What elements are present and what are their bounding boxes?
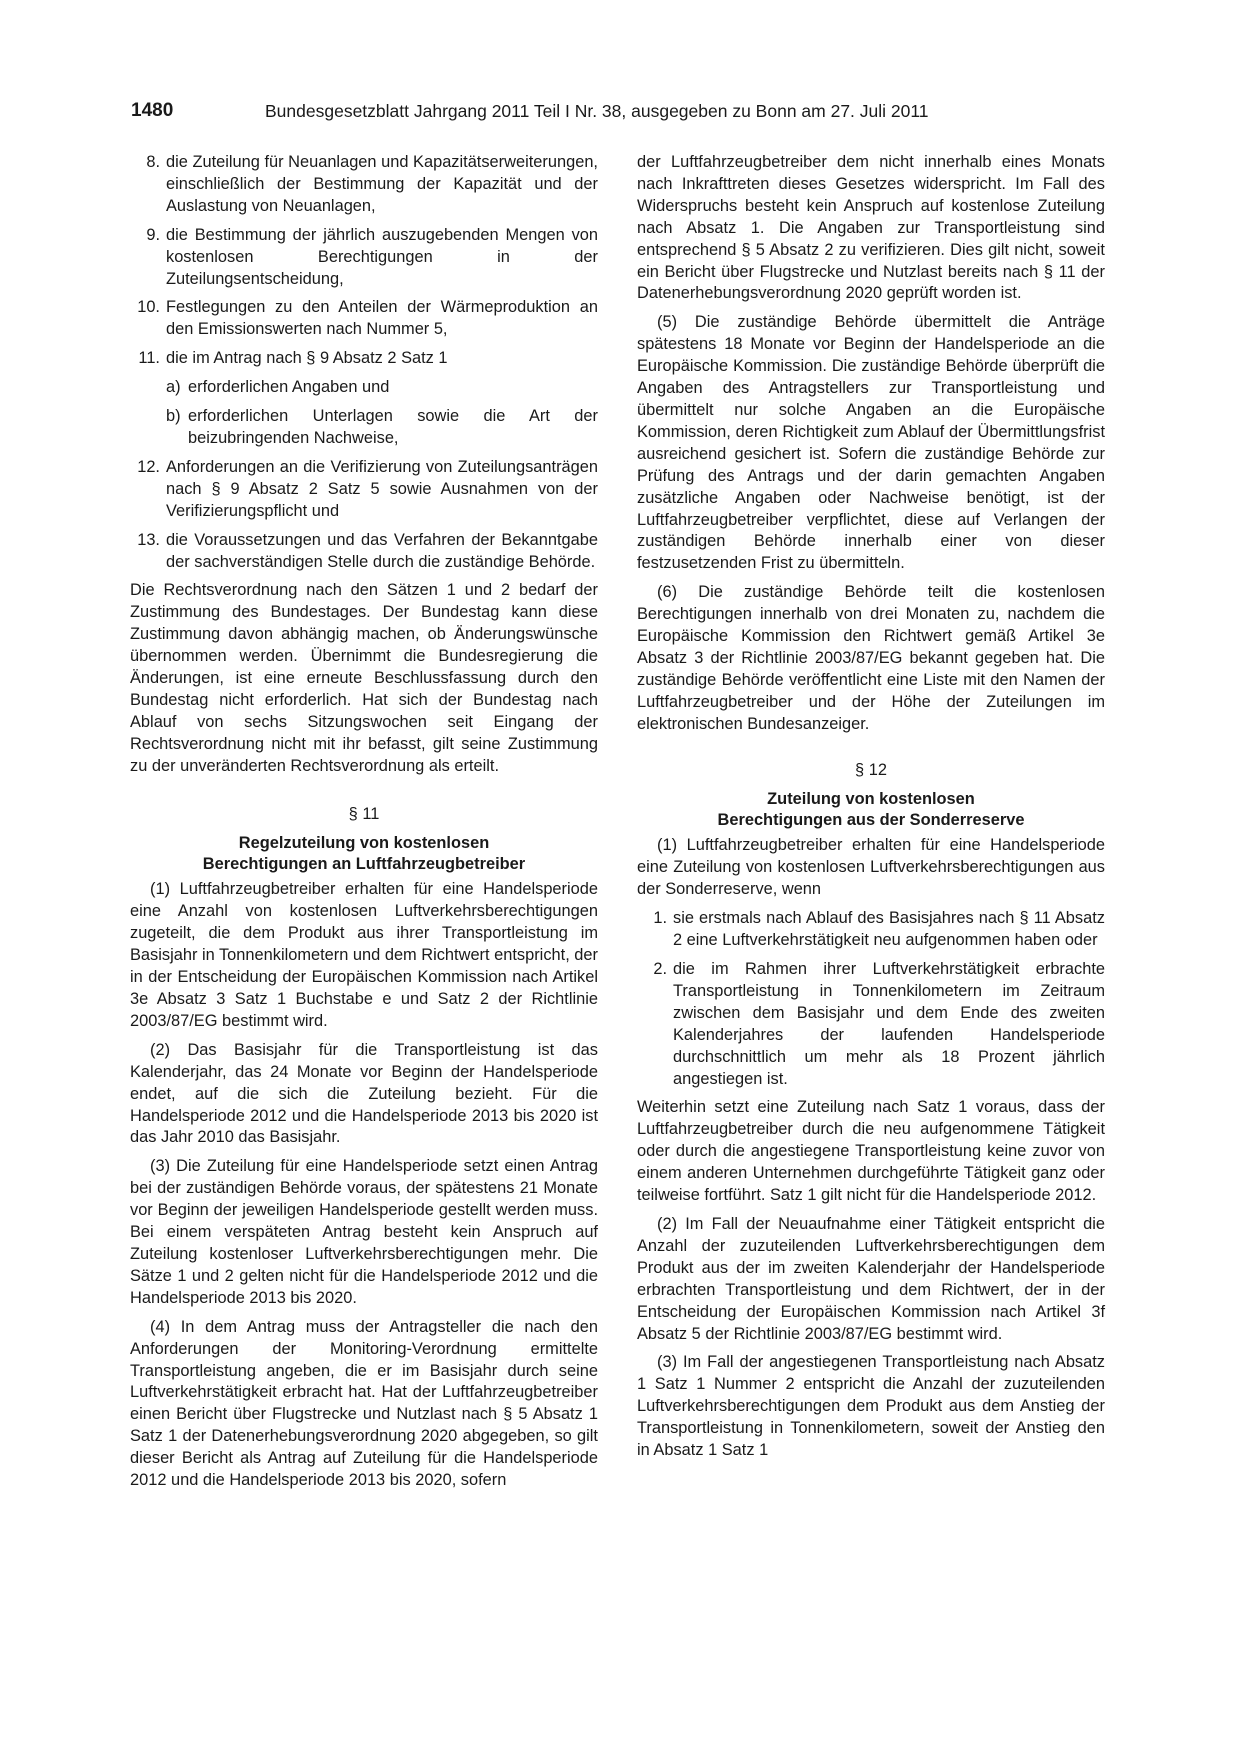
sub-list-letter: b) — [166, 407, 181, 426]
heading-line: Berechtigungen an Luftfahrzeugbetreiber — [202, 855, 526, 874]
list-number: 13. — [137, 530, 160, 549]
list-number: 10. — [137, 298, 160, 317]
paragraph: (2) Im Fall der Neuaufnahme einer Tätigkeit entspricht die Anzahl der zuzuteilenden Luftverkehrsberechtigungen dem Produkt aus der im zweiten Kalenderjahr der Handelsperiode erbrachten Transportleistung und dem Richtwert, der in der Entscheidung der Europäischen Kommission nach Artikel 3f Absatz 5 der Richtlinie 2003/87/EG bestimmt wird. — [637, 1214, 1105, 1343]
left-column — [130, 152, 598, 1499]
list-text: Festlegungen zu den Anteilen der Wärmeproduktion an den Emissionswerten nach Nummer 5, — [166, 298, 598, 339]
section-number: § 11 — [348, 804, 380, 823]
list-number: 11. — [138, 349, 160, 368]
section-heading — [130, 833, 598, 875]
sub-list-letter: a) — [166, 378, 181, 397]
section-number: § 12 — [855, 760, 887, 779]
paragraph: (4) In dem Antrag muss der Antragsteller die nach den Anforderungen der Monitoring-Verordnung ermittelte Transportleistung angeben, die er im Basisjahr durch seine Luftverkehrstätigkeit erbracht hat. Hat der Luftfahrzeugbetreiber einen Bericht über Flugstrecke und Nutzlast nach § 5 Absatz 1 Satz 1 der Datenerhebungsverordnung 2020 abgegeben, so gilt dieser Bericht als Antrag auf Zuteilung für die Handelsperiode 2012 und die Handelsperiode 2013 bis 2020, sofern — [130, 1317, 598, 1490]
list-text: die Bestimmung der jährlich auszugebenden Mengen von kostenlosen Berechtigungen in der Zuteilungsentscheidung, — [166, 225, 598, 288]
right-column — [637, 152, 1105, 1469]
sub-list-text: erforderlichen Angaben und — [188, 378, 390, 397]
closing-paragraph: Die Rechtsverordnung nach den Sätzen 1 und 2 bedarf der Zustimmung des Bundestages. Der Bundestag kann diese Zustimmung davon abhängig machen, ob Änderungswünsche übernommen werden. Übernimmt die Bundesregierung die Änderungen, ist eine erneute Beschlussfassung durch den Bundestag nicht erforderlich. Hat sich der Bundestag nach Ablauf von sechs Sitzungswochen seit Eingang der Rechtsverordnung nicht mit ihr befasst, gilt seine Zustimmung zu der unveränderten Rechtsverordnung als erteilt. — [130, 581, 598, 775]
heading-line: Berechtigungen aus der Sonderreserve — [717, 811, 1025, 830]
sub-list-text: erforderlichen Unterlagen sowie die Art der beizubringenden Nachweise, — [188, 407, 598, 447]
list-item — [130, 348, 598, 370]
paragraph: (1) Luftfahrzeugbetreiber erhalten für eine Handelsperiode eine Anzahl von kostenlosen Luftverkehrsberechtigungen zugeteilt, die dem Produkt aus ihrer Transportleistung im Basisjahr in Tonnenkilometern und dem Richtwert entspricht, der in der Entscheidung der Europäischen Kommission nach Artikel 3e Absatz 3 Satz 1 Buchstabe e und Satz 2 der Richtlinie 2003/87/EG bestimmt wird. — [130, 880, 598, 1030]
continuation-paragraph: der Luftfahrzeugbetreiber dem nicht innerhalb eines Monats nach Inkrafttreten dieses Gesetzes widerspricht. Im Fall des Widerspruchs besteht kein Anspruch auf kostenlose Zuteilung nach Absatz 1. Die Angaben zur Transportleistung sind entsprechend § 5 Absatz 2 zu verifizieren. Dies gilt nicht, soweit ein Bericht über Flugstrecke und Nutzlast bereits nach § 11 der Datenerhebungsverordnung 2020 geprüft worden ist. — [637, 153, 1105, 303]
paragraph: (2) Das Basisjahr für die Transportleistung ist das Kalenderjahr, das 24 Monate vor Beginn der Handelsperiode endet, auf die sich die Zuteilung bezieht. Für die Handelsperiode 2012 und die Handelsperiode 2013 bis 2020 ist das Jahr 2010 das Basisjahr. — [130, 1040, 598, 1147]
list-number: 2. — [653, 960, 667, 978]
section-heading — [637, 789, 1105, 831]
list-number: 12. — [137, 457, 160, 476]
list-item — [130, 152, 598, 218]
list-text: die Zuteilung für Neuanlagen und Kapazitätserweiterungen, einschließlich der Bestimmung der Kapazität und der Auslastung von Neuanlagen, — [166, 153, 598, 215]
list-item — [130, 297, 598, 341]
heading-line: Regelzuteilung von kostenlosen — [238, 834, 490, 853]
list-text: sie erstmals nach Ablauf des Basisjahres nach § 11 Absatz 2 eine Luftverkehrstätigkeit neu aufgenommen haben oder — [673, 909, 1105, 950]
list-number: 8. — [146, 153, 160, 171]
running-header: Bundesgesetzblatt Jahrgang 2011 Teil I Nr. 38, ausgegeben zu Bonn am 27. Juli 2011 — [265, 101, 929, 121]
list-number: 9. — [146, 225, 160, 244]
sub-list-item — [130, 406, 598, 450]
list-text: die Voraussetzungen und das Verfahren der Bekanntgabe der sachverständigen Stelle durch die zuständige Behörde. — [166, 530, 598, 571]
list-text: die im Antrag nach § 9 Absatz 2 Satz 1 — [166, 349, 448, 368]
list-item — [637, 908, 1105, 952]
list-item — [637, 959, 1105, 1090]
list-number: 1. — [653, 909, 667, 928]
heading-line: Zuteilung von kostenlosen — [767, 790, 975, 809]
paragraph: (6) Die zuständige Behörde teilt die kostenlosen Berechtigungen innerhalb von drei Monaten zu, nachdem die Europäische Kommission den Richtwert gemäß Artikel 3e Absatz 3 der Richtlinie 2003/87/EG bekannt gegeben hat. Die zuständige Behörde veröffentlicht eine Liste mit den Namen der Luftfahrzeugbetreiber und der Höhe der Zuteilungen im elektronischen Bundesanzeiger. — [637, 583, 1105, 733]
paragraph: (3) Im Fall der angestiegenen Transportleistung nach Absatz 1 Satz 1 Nummer 2 entspricht die Anzahl der zuzuteilenden Luftverkehrsberechtigungen dem Produkt aus dem Anstieg der Transportleistung in Tonnenkilometern, soweit der Anstieg den in Absatz 1 Satz 1 — [637, 1353, 1105, 1460]
list-item — [130, 225, 598, 291]
list-text: Anforderungen an die Verifizierung von Zuteilungsanträgen nach § 9 Absatz 2 Satz 5 sowie Ausnahmen von der Verifizierungspflicht und — [166, 457, 598, 520]
list-text: die im Rahmen ihrer Luftverkehrstätigkeit erbrachte Transportleistung in Tonnenkilometern im Zeitraum zwischen dem Basisjahr und dem Ende des zweiten Kalenderjahres der laufenden Handelsperiode durchschnittlich um mehr als 18 Prozent jährlich angestiegen ist. — [673, 960, 1105, 1088]
list-item — [130, 457, 598, 523]
sub-list-item — [130, 377, 598, 399]
list-item — [130, 530, 598, 574]
page-number: 1480 — [131, 100, 174, 121]
paragraph: Weiterhin setzt eine Zuteilung nach Satz 1 voraus, dass der Luftfahrzeugbetreiber durch die neu aufgenommene Tätigkeit oder durch die angestiegene Transportleistung keine zuvor von einem anderen Unternehmen durchgeführte Tätigkeit ganz oder teilweise fortführt. Satz 1 gilt nicht für die Handelsperiode 2012. — [637, 1098, 1105, 1205]
paragraph: (3) Die Zuteilung für eine Handelsperiode setzt einen Antrag bei der zuständigen Behörde voraus, der spätestens 21 Monate vor Beginn der jeweiligen Handelsperiode gestellt werden muss. Bei einem verspäteten Antrag besteht kein Anspruch auf Zuteilung kostenloser Luftverkehrsberechtigungen mehr. Die Sätze 1 und 2 gelten nicht für die Handelsperiode 2012 und die Handelsperiode 2013 bis 2020. — [130, 1157, 598, 1307]
paragraph: (1) Luftfahrzeugbetreiber erhalten für eine Handelsperiode eine Zuteilung von kostenlosen Luftverkehrsberechtigungen aus der Sonderreserve, wenn — [637, 836, 1105, 899]
paragraph: (5) Die zuständige Behörde übermittelt die Anträge spätestens 18 Monate vor Beginn der Handelsperiode an die Europäische Kommission. Die zuständige Behörde überprüft die Angaben des Antragstellers zur Transportleistung und übermittelt nur solche Angaben an die Europäische Kommission, deren Richtigkeit zum Ablauf der Übermittlungsfrist ausreichend gesichert ist. Sofern die zuständige Behörde zur Prüfung des Antrags und der darin gemachten Angaben zusätzliche Angaben oder Nachweise benötigt, ist der Luftfahrzeugbetreiber verpflichtet, diese auf Verlangen der zuständigen Behörde innerhalb einer von dieser festzusetzenden Frist zu übermitteln. — [637, 313, 1105, 573]
